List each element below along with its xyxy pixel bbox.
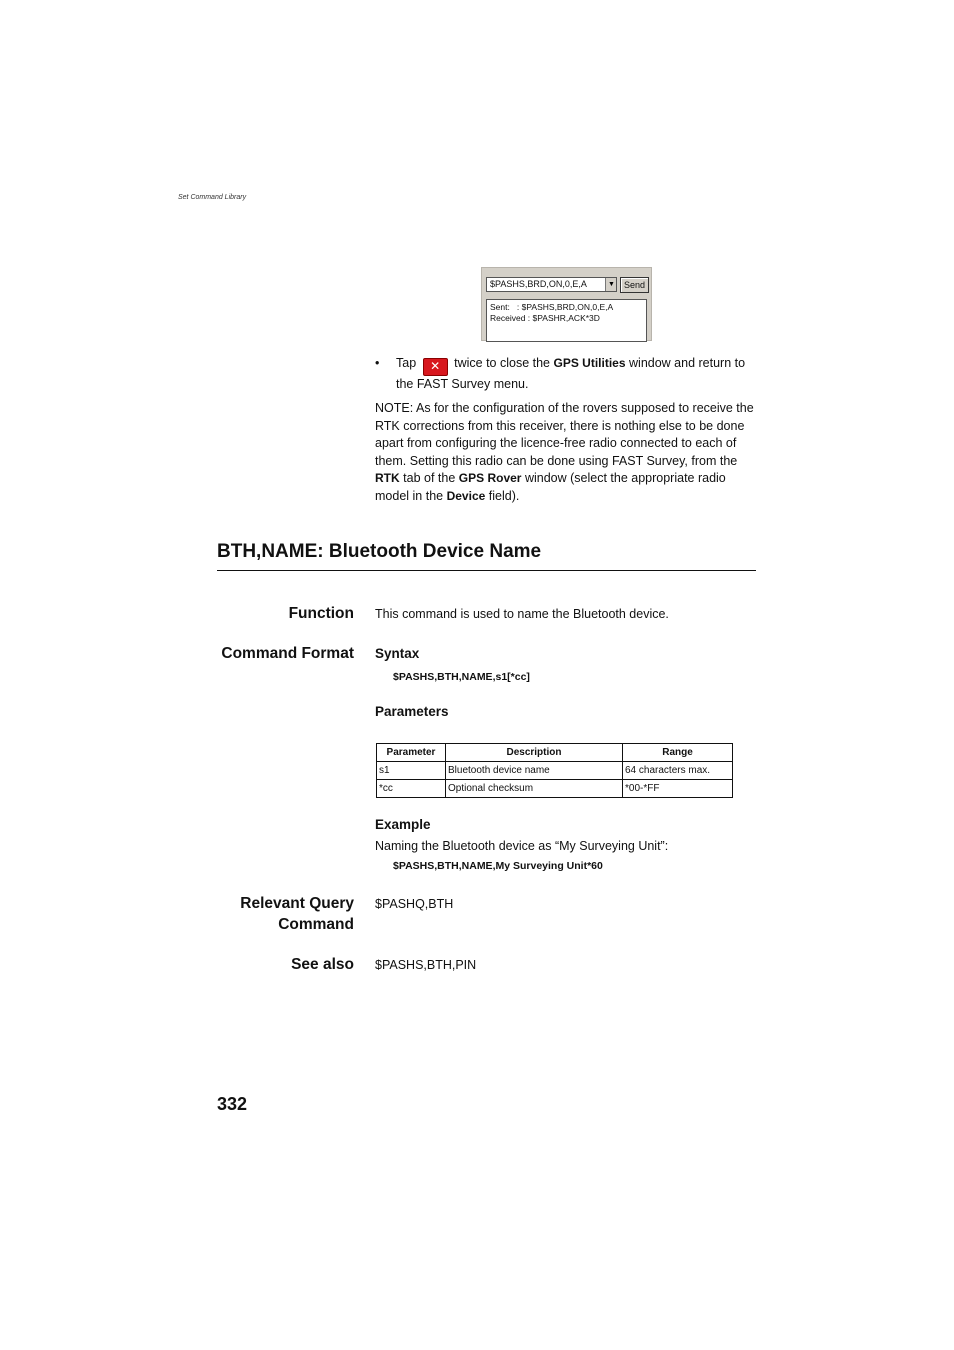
dropdown-arrow-icon: ▼ [605, 278, 617, 291]
note-text-4: field). [488, 488, 520, 503]
bullet-mid: twice to close the [454, 356, 551, 370]
log-line-received: Received : $PASHR,ACK*3D [490, 313, 600, 323]
section-title: BTH,NAME: Bluetooth Device Name [217, 541, 542, 562]
table-cell: *cc [377, 780, 446, 798]
note-paragraph [375, 400, 757, 506]
table-cell: *00-*FF [623, 780, 733, 798]
note-text-3: window (select the appropriate radio model in the [375, 471, 726, 503]
command-format-heading: Command Format [221, 645, 354, 662]
bullet-pre: Tap [396, 356, 417, 370]
command-combo-value: $PASHS,BRD,ON,0,E,A [490, 279, 587, 289]
see-also-value: $PASHS,BTH,PIN [375, 958, 477, 972]
note-gps-rover: GPS Rover [458, 471, 522, 486]
note-text-1: NOTE: As for the configuration of the rovers supposed to receive the RTK corrections from this receiver, there is nothing else to be done apart from configuring the licence-free radio connected to each of them. Setting this radio can be done using FAST Survey, from the [375, 401, 754, 468]
relevant-query-heading [240, 893, 354, 935]
function-text: This command is used to name the Bluetooth device. [375, 607, 669, 621]
command-log [486, 299, 647, 342]
section-divider [217, 570, 756, 571]
gps-utilities-label: GPS Utilities [553, 356, 626, 370]
syntax-heading: Syntax [375, 646, 420, 661]
gps-utilities-screenshot [481, 267, 652, 341]
see-also-heading: See also [291, 956, 354, 973]
example-text: Naming the Bluetooth device as “My Surveying Unit”: [375, 839, 669, 853]
header-description: Description [446, 744, 623, 762]
header-parameter: Parameter [377, 744, 446, 762]
example-code: $PASHS,BTH,NAME,My Surveying Unit*60 [393, 860, 603, 872]
note-device: Device [446, 488, 486, 503]
table-cell: Bluetooth device name [446, 762, 623, 780]
bullet-dot: • [375, 356, 380, 370]
table-cell: s1 [377, 762, 446, 780]
table-cell: Optional checksum [446, 780, 623, 798]
header-range: Range [623, 744, 733, 762]
table-header-row [377, 744, 733, 762]
close-icon: ✕ [423, 358, 448, 376]
table-row [377, 780, 733, 798]
relevant-query-heading-line2: Command [278, 916, 354, 933]
relevant-query-heading-line1: Relevant Query [240, 895, 354, 912]
send-button: Send [620, 277, 649, 293]
example-heading: Example [375, 817, 431, 832]
parameters-table [376, 743, 733, 798]
command-combo [486, 277, 617, 292]
log-line-sent: Sent: : $PASHS,BRD,ON,0,E,A [490, 302, 614, 312]
note-text-2: tab of the [403, 471, 456, 486]
note-rtk: RTK [375, 471, 400, 486]
function-heading: Function [288, 605, 354, 622]
table-cell: 64 characters max. [623, 762, 733, 780]
bullet-post: window and return to the FAST Survey menu. [396, 356, 746, 391]
relevant-query-value: $PASHQ,BTH [375, 897, 454, 911]
running-header: Set Command Library [178, 194, 247, 201]
page-number: 332 [217, 1094, 248, 1114]
syntax-code: $PASHS,BTH,NAME,s1[*cc] [393, 671, 530, 683]
bullet-instruction [396, 355, 758, 394]
table-row [377, 762, 733, 780]
parameters-heading: Parameters [375, 704, 449, 719]
